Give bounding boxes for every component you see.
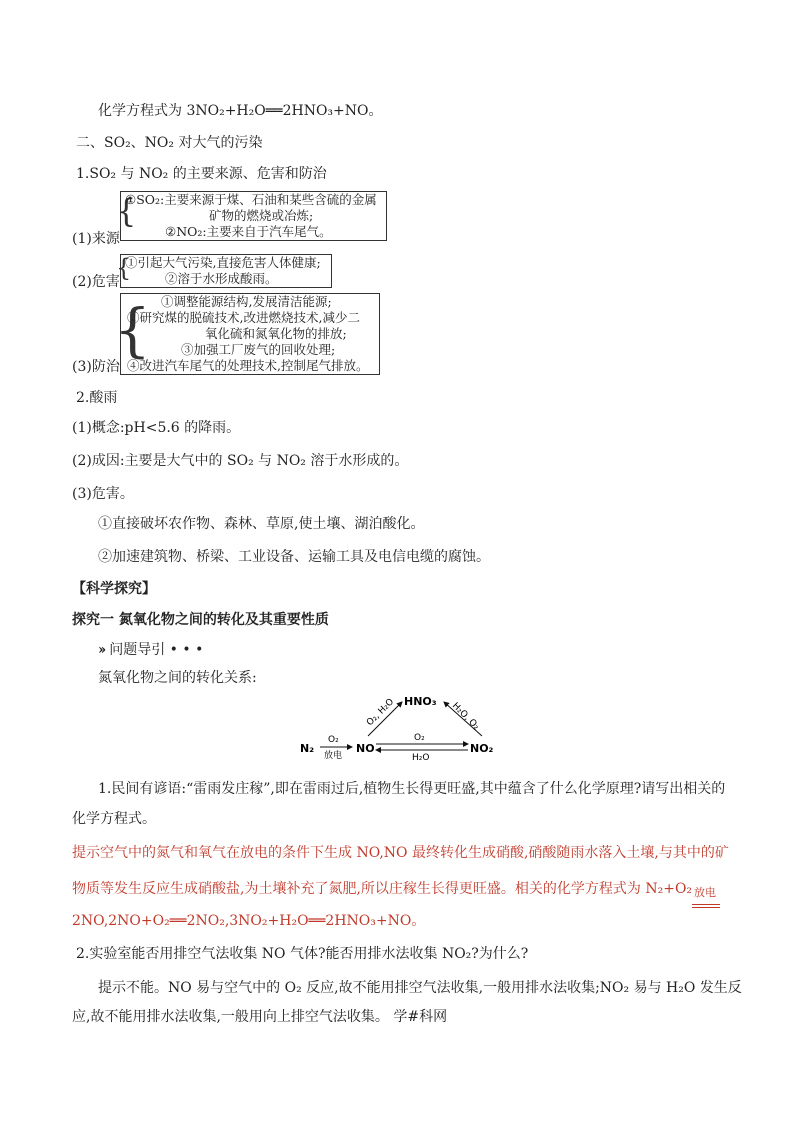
prevent-box-line: ③加强工厂废气的回收处理; — [181, 342, 336, 357]
source-box-line: 矿物的燃烧或冶炼; — [209, 208, 314, 223]
diagram-o2-mid: O₂ — [414, 733, 425, 743]
equation-line: 化学方程式为 3NO₂+H₂O══2HNO₃+NO。 — [98, 103, 383, 119]
harm-label: (2)危害 — [72, 274, 120, 290]
answer-1-line: 2NO,2NO+O₂══2NO₂,3NO₂+H₂O══2HNO₃+NO。 — [72, 913, 426, 929]
nitrogen-oxide-diagram — [296, 688, 506, 762]
brace-icon: { — [116, 254, 132, 282]
answer-1-text: 物质等发生反应生成硝酸盐,为土壤补充了氮肥,所以庄稼生长得更旺盛。相关的化学方程式为 N₂+O₂ — [72, 881, 693, 897]
double-line-icon — [692, 904, 720, 908]
diagram-hno3: HNO₃ — [404, 695, 437, 708]
item-title: 2.酸雨 — [76, 390, 118, 406]
prevent-box-line: ①调整能源结构,发展清洁能源; — [161, 294, 332, 309]
question-2-line: 2.实验室能否用排空气法收集 NO 气体?能否用排水法收集 NO₂?为什么? — [76, 946, 529, 962]
diagram-no: NO — [356, 742, 375, 755]
acid-concept: (1)概念:pH<5.6 的降雨。 — [72, 420, 241, 436]
answer-1-line — [72, 879, 720, 899]
answer-2-line: 应,故不能用排水法收集,一般用向上排空气法收集。 学#科网 — [72, 1009, 448, 1025]
diagram-n2: N₂ — [300, 742, 315, 755]
conversion-intro: 氮氧化物之间的转化关系: — [98, 670, 257, 686]
source-label: (1)来源 — [72, 231, 120, 247]
source-box-line: ②NO₂:主要来自于汽车尾气。 — [165, 224, 332, 239]
diagram-fang-dian: 放电 — [324, 751, 343, 761]
acid-harm: (3)危害。 — [72, 486, 134, 502]
brace-icon: { — [114, 296, 151, 364]
diagram-left-label: O₂, H₂O — [365, 697, 397, 729]
dots-icon: • • • — [165, 642, 204, 658]
prevent-label: (3)防治 — [72, 359, 120, 375]
harm-box — [120, 254, 332, 288]
item-title: 1.SO₂ 与 NO₂ 的主要来源、危害和防治 — [76, 166, 327, 182]
question-guide — [98, 640, 203, 660]
diagram-right-label: H₂O, O₂ — [449, 701, 481, 733]
brace-icon: { — [116, 192, 137, 230]
answer-2-line: 提示不能。NO 易与空气中的 O₂ 反应,故不能用排空气法收集,一般用排水法收集;NO₂ 易与 H₂O 发生反 — [98, 980, 742, 996]
answer-1-line: 提示空气中的氮气和氧气在放电的条件下生成 NO,NO 最终转化生成硝酸,硝酸随雨水落入土壤,与其中的矿 — [72, 845, 729, 861]
question-guide-label: 问题导引 — [109, 642, 166, 658]
fang-dian-label: 放电 — [694, 886, 717, 899]
acid-harm-item: ①直接破坏农作物、森林、草原,使土壤、湖泊酸化。 — [98, 516, 425, 532]
diagram-h2o-mid: H₂O — [412, 753, 430, 762]
double-chevron-icon: ›› — [98, 642, 104, 658]
diagram-no2: NO₂ — [470, 742, 494, 755]
diagram-o2-top: O₂ — [328, 735, 339, 745]
prevent-box-line: 氧化硫和氮氧化物的排放; — [205, 326, 347, 341]
acid-cause: (2)成因:主要是大气中的 SO₂ 与 NO₂ 溶于水形成的。 — [72, 453, 409, 469]
explore-title: 探究一 氮氧化物之间的转化及其重要性质 — [72, 612, 329, 628]
question-1-line: 化学方程式。 — [72, 811, 156, 827]
source-box — [120, 191, 387, 241]
section-heading: 【科学探究】 — [72, 581, 156, 597]
question-1-line: 1.民间有谚语:“雷雨发庄稼”,即在雷雨过后,植物生长得更旺盛,其中蕴含了什么化学原理?请写出相关的 — [98, 781, 726, 797]
prevent-box-line: ②研究煤的脱硫技术,改进燃烧技术,减少二 — [127, 310, 360, 325]
prevent-box — [120, 293, 380, 375]
section-title: 二、SO₂、NO₂ 对大气的污染 — [76, 135, 263, 151]
prevent-box-line: ④改进汽车尾气的处理技术,控制尾气排放。 — [127, 358, 369, 373]
harm-box-line: ①引起大气污染,直接危害人体健康; — [125, 255, 321, 270]
harm-box-line: ②溶于水形成酸雨。 — [165, 271, 278, 286]
acid-harm-item: ②加速建筑物、桥梁、工业设备、运输工具及电信电缆的腐蚀。 — [98, 549, 490, 565]
source-box-line: ①SO₂:主要来源于煤、石油和某些含硫的金属 — [125, 192, 377, 207]
